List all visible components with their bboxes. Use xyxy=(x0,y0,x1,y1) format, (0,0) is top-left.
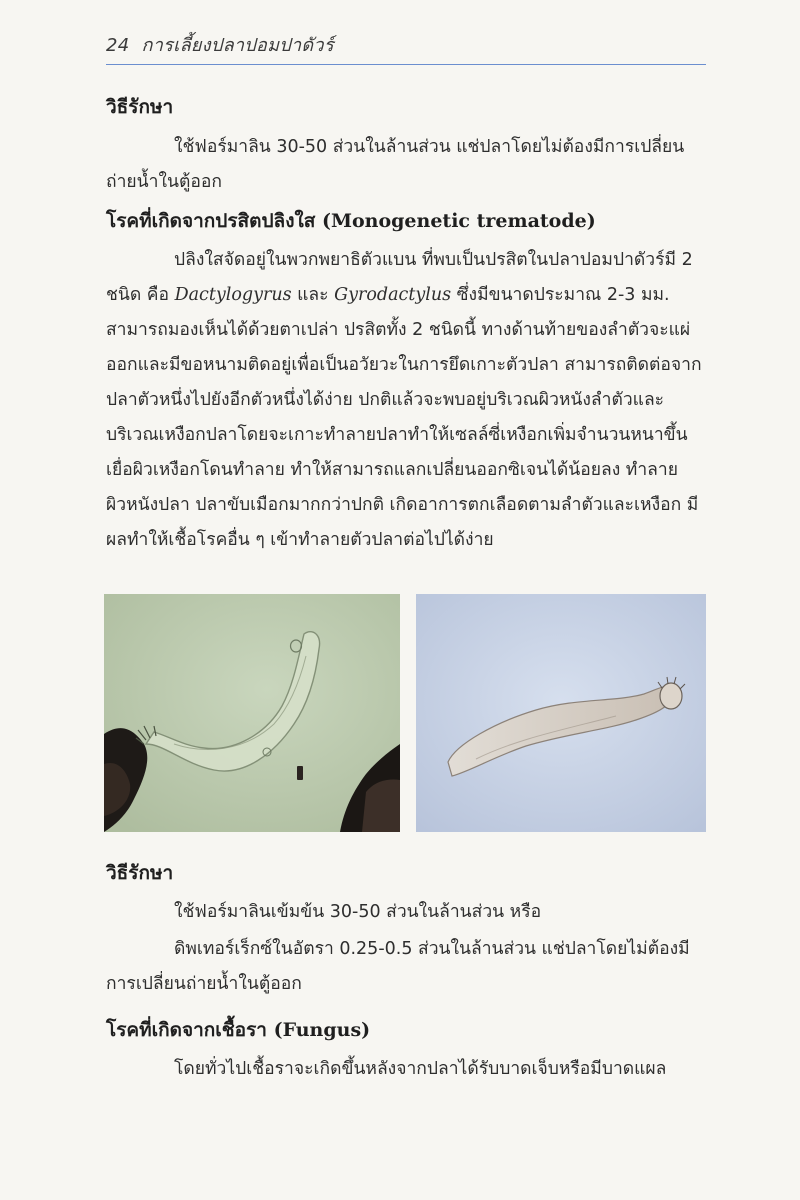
fungus-heading xyxy=(106,1015,370,1045)
monogenean-heading xyxy=(106,206,596,236)
parasite-photo-left xyxy=(104,594,400,832)
fungus-heading-thai: โรคที่เกิดจากเชื้อรา xyxy=(106,1019,274,1041)
monogenean-paragraph xyxy=(106,243,710,558)
genus-gyrodactylus: Gyrodactylus xyxy=(334,285,452,305)
monogenean-heading-latin: (Monogenetic trematode) xyxy=(321,210,596,232)
treatment-heading-1: วิธีรักษา xyxy=(106,96,174,118)
parasite-illustration-right xyxy=(416,594,706,832)
running-header xyxy=(106,30,334,59)
page-number: 24 xyxy=(106,35,130,56)
monogenean-heading-thai: โรคที่เกิดจากปรสิตปลิงใส xyxy=(106,210,322,232)
book-title: การเลี้ยงปลาปอมปาดัวร์ xyxy=(141,35,334,56)
genus-dactylogyrus: Dactylogyrus xyxy=(174,285,292,305)
monogenean-text-c: ซึ่งมีขนาดประมาณ 2-3 มม. สามารถมองเห็นได้ด้วยตาเปล่า ปรสิตทั้ง 2 ชนิดนี้ ทางด้านท้ายของลำตัวจะแผ่ออกและมีขอหนามติดอยู่เพื่อเป็นอวัยวะในการยึดเกาะตัวปลา สามารถติดต่อจากปลาตัวหนึ่งไปยังอีกตัวหนึ่งได้ง่าย ปกติแล้วจะพบอยู่บริเวณผิวหนังลำตัวและบริเวณเหงือกปลาโดยจะเกาะทำลายปลาทำให้เซลล์ซี่เหงือกเพิ่มจำนวนหนาขึ้น เยื่อผิวเหงือกโดนทำลาย ทำให้สามารถแลกเปลี่ยนออกซิเจนได้น้อยลง ทำลายผิวหนังปลา ปลาขับเมือกมากกว่าปกติ เกิดอาการตกเลือดตามลำตัวและเหงือก มีผลทำให้เชื้อโรคอื่น ๆ เข้าทำลายตัวปลาต่อไปได้ง่าย xyxy=(106,285,702,550)
parasite-photo-right xyxy=(416,594,706,832)
header-rule xyxy=(106,64,706,65)
fungus-heading-latin: (Fungus) xyxy=(273,1019,371,1041)
parasite-illustration-left xyxy=(104,594,400,832)
monogenean-text-b: และ xyxy=(291,285,335,305)
fungus-paragraph: โดยทั่วไปเชื้อราจะเกิดขึ้นหลังจากปลาได้รับบาดเจ็บหรือมีบาดแผล xyxy=(174,1059,667,1079)
treatment-line-1: ใช้ฟอร์มาลินเข้มข้น 30-50 ส่วนในล้านส่วน หรือ xyxy=(174,902,542,922)
treatment-paragraph-1: ใช้ฟอร์มาลิน 30-50 ส่วนในล้านส่วน แช่ปลาโดยไม่ต้องมีการเปลี่ยนถ่ายน้ำในตู้ออก xyxy=(106,137,685,192)
treatment-heading-2: วิธีรักษา xyxy=(106,862,174,884)
treatment-line-2: ดิพเทอร์เร็กซ์ในอัตรา 0.25-0.5 ส่วนในล้านส่วน แช่ปลาโดยไม่ต้องมีการเปลี่ยนถ่ายน้ำในตู้ออก xyxy=(106,939,690,994)
monogenean-text-a: ปลิงใสจัดอยู่ในพวกพยาธิตัวแบน ที่พบเป็นปรสิตในปลาปอมปาดัวร์มี 2 ชนิด คือ xyxy=(106,250,693,305)
